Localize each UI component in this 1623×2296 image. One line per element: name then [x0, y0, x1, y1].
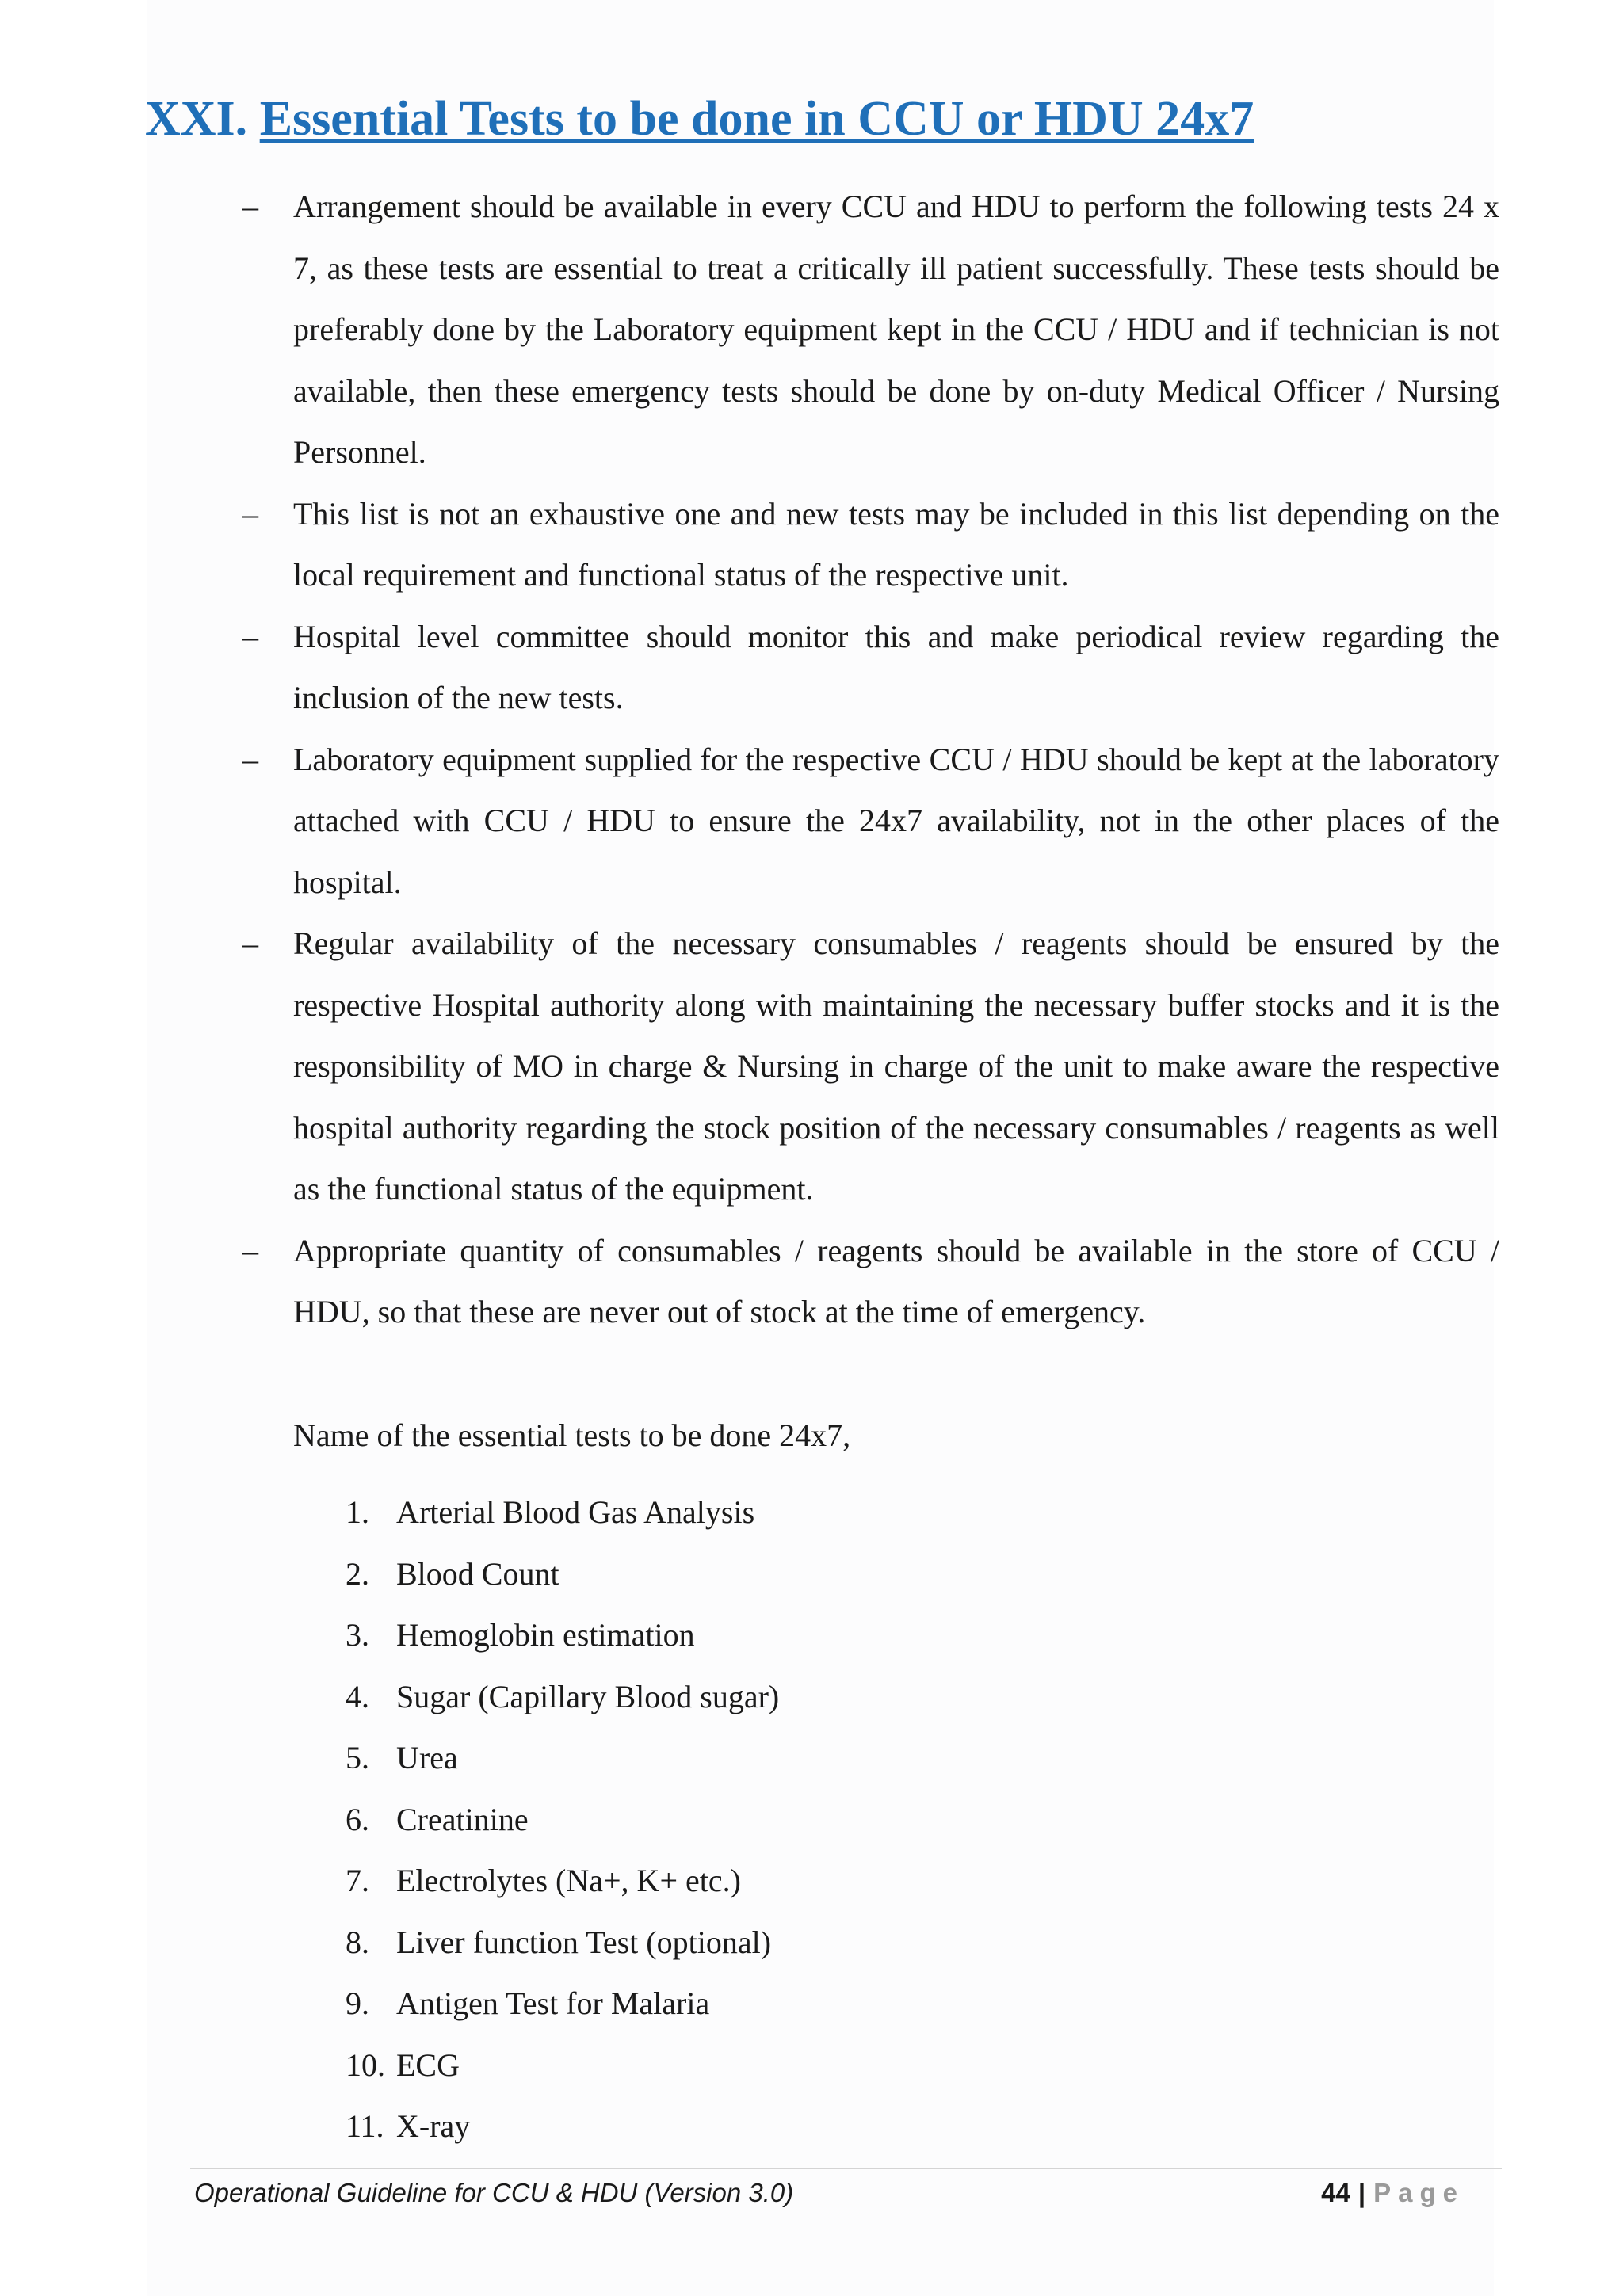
- test-number: 4.: [346, 1678, 369, 1714]
- bullet-text: This list is not an exhaustive one and new tests may be included in this list depending on the local requirement and functional status of the respective unit.: [293, 495, 1499, 593]
- test-number: 5.: [346, 1740, 369, 1775]
- test-number: 10.: [346, 2046, 385, 2083]
- dash-bullet-icon: –: [242, 925, 258, 961]
- test-name: Creatinine: [396, 1801, 529, 1837]
- bullet-text: Regular availability of the necessary consumables / reagents should be ensured by the respective Hospital authority along with maintaining the necessary buffer stocks and it is the responsibility of MO in charge & Nursing in charge of the unit to make aware the respective hospital authority regarding the stock position of the necessary consumables / reagents as well as the functional status of the equipment.: [293, 925, 1499, 1207]
- dash-bullet-icon: –: [242, 189, 258, 224]
- footer-document-title: Operational Guideline for CCU & HDU (Version 3.0): [194, 2178, 794, 2207]
- test-name: Blood Count: [396, 1555, 559, 1592]
- test-number: 7.: [346, 1863, 369, 1898]
- essential-tests-list: [346, 1482, 779, 2157]
- test-item: [346, 1482, 779, 1543]
- dash-bullet-icon: –: [242, 618, 258, 654]
- test-number: 3.: [346, 1617, 369, 1653]
- footer-divider: [190, 2168, 1502, 2169]
- page-number: 44: [1321, 2178, 1350, 2207]
- test-number: 6.: [346, 1801, 369, 1837]
- dash-bullet-icon: –: [242, 741, 258, 777]
- bullet-text: Arrangement should be available in every CCU and HDU to perform the following tests 24 x 7, as these tests are essential to treat a critically ill patient successfully. These tests should be preferably done by the Laboratory equipment kept in the CCU / HDU and if technician is not available, then these emergency tests should be done by on-duty Medical Officer / Nursing Personnel.: [293, 189, 1499, 470]
- test-item: [346, 1912, 779, 1974]
- bullet-text: Hospital level committee should monitor this and make periodical review regarding the inclusion of the new tests.: [293, 618, 1499, 715]
- test-item: [346, 1543, 779, 1605]
- bullet-item: [242, 913, 1499, 1220]
- footer-page-indicator: [1321, 2175, 1465, 2211]
- dash-bullet-icon: –: [242, 1232, 258, 1268]
- test-item: [346, 1727, 779, 1789]
- test-name: Electrolytes (Na+, K+ etc.): [396, 1863, 741, 1898]
- bullet-item: [242, 1220, 1499, 1343]
- bullet-item: [242, 729, 1499, 913]
- test-item: [346, 1604, 779, 1666]
- test-name: Liver function Test (optional): [396, 1924, 772, 1960]
- test-name: Urea: [396, 1740, 458, 1775]
- test-number: 9.: [346, 1985, 369, 2021]
- test-name: ECG: [396, 2046, 460, 2083]
- page-label: Page: [1373, 2178, 1465, 2207]
- test-item: [346, 1973, 779, 2035]
- dash-bullet-icon: –: [242, 495, 258, 532]
- test-item: [346, 2035, 779, 2096]
- bullet-list: [242, 176, 1499, 1343]
- bullet-text: Laboratory equipment supplied for the respective CCU / HDU should be kept at the laboratory attached with CCU / HDU to ensure the 24x7 availability, not in the other places of the hospital.: [293, 741, 1499, 900]
- test-number: 2.: [346, 1555, 369, 1592]
- test-name: Hemoglobin estimation: [396, 1617, 695, 1653]
- test-name: X-ray: [396, 2108, 471, 2144]
- test-name: Antigen Test for Malaria: [396, 1985, 710, 2021]
- tests-intro: Name of the essential tests to be done 24x7,: [293, 1417, 851, 1453]
- bullet-text: Appropriate quantity of consumables / reagents should be available in the store of CCU / HDU, so that these are never out of stock at the time of emergency.: [293, 1232, 1499, 1329]
- test-item: [346, 2096, 779, 2157]
- test-item: [346, 1850, 779, 1912]
- section-title: Essential Tests to be done in CCU or HDU 24x7: [259, 92, 1254, 146]
- section-number: XXI.: [145, 92, 248, 146]
- test-number: 8.: [346, 1924, 369, 1960]
- test-number: 11.: [346, 2108, 384, 2144]
- test-item: [346, 1789, 779, 1851]
- bullet-item: [242, 606, 1499, 729]
- bullet-item: [242, 176, 1499, 483]
- bullet-item: [242, 483, 1499, 606]
- test-item: [346, 1666, 779, 1728]
- test-name: Sugar (Capillary Blood sugar): [396, 1678, 780, 1714]
- test-number: 1.: [346, 1494, 369, 1530]
- test-name: Arterial Blood Gas Analysis: [396, 1494, 755, 1530]
- section-heading: [145, 83, 1254, 154]
- footer-separator: |: [1358, 2178, 1366, 2207]
